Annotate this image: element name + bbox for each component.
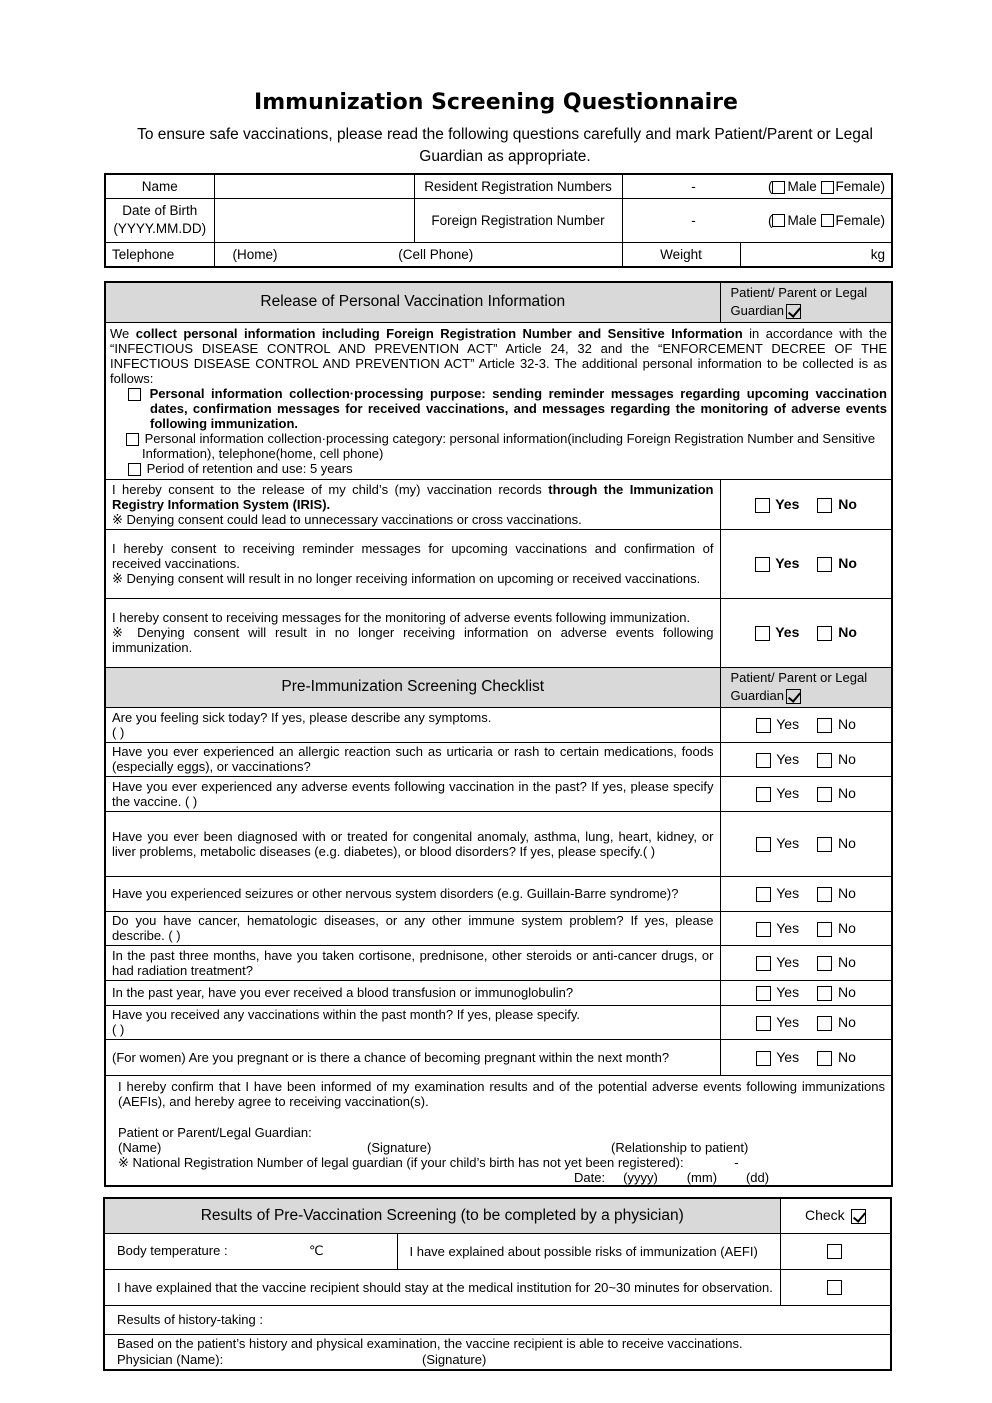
checklist-question-row	[105, 776, 892, 811]
no-label: No	[837, 954, 856, 971]
date-year[interactable]: (yyyy)	[623, 1169, 658, 1185]
physician-name-field[interactable]: Physician (Name):	[117, 1351, 224, 1367]
consent-note: ※ Denying consent will result in no longer receiving information on upcoming or received vaccinations.	[112, 571, 701, 587]
confirmation-row	[105, 1075, 892, 1186]
yes-label: Yes	[776, 1048, 800, 1065]
checklist-question-row	[105, 945, 892, 980]
date-line	[118, 1170, 885, 1185]
no-checkbox[interactable]	[817, 922, 832, 937]
male-checkbox[interactable]	[772, 214, 785, 227]
consent-yes-no	[720, 529, 892, 598]
aefi-check-cell	[780, 1233, 891, 1269]
yes-checkbox[interactable]	[756, 837, 771, 852]
resident-reg-dash: -	[691, 178, 696, 194]
question-text: Have you ever been diagnosed with or treated for congenital anomaly, asthma, lung, heart, kidney, or liver problems, metabolic diseases (e.g. diabetes), or blood disorders? If yes, please specify.( )	[105, 811, 720, 876]
yes-label: Yes	[776, 785, 800, 802]
foreign-reg-field[interactable]	[622, 198, 892, 242]
body-temperature-cell[interactable]	[104, 1233, 397, 1269]
male-label: Male	[787, 212, 817, 228]
consent-text	[105, 479, 720, 529]
observation-check-cell	[780, 1269, 891, 1305]
yes-checkbox[interactable]	[756, 753, 771, 768]
yes-checkbox[interactable]	[756, 922, 771, 937]
no-label: No	[837, 716, 856, 733]
consent-yes-no	[720, 479, 892, 529]
guardian-fields	[118, 1140, 885, 1155]
no-checkbox[interactable]	[817, 557, 832, 572]
eligibility-row	[104, 1334, 891, 1370]
male-label: Male	[787, 178, 817, 194]
body-temp-label: Body temperature :	[117, 1243, 228, 1258]
yes-checkbox[interactable]	[756, 1016, 771, 1031]
page-subtitle: To ensure safe vaccinations, please read the following questions carefully and mark Patient/Parent or Legal Guardian as appropriate.	[137, 126, 873, 165]
checklist-header-row	[105, 667, 892, 707]
yes-label: Yes	[776, 954, 800, 971]
yes-label: Yes	[776, 1013, 800, 1030]
no-label: No	[837, 919, 856, 936]
check-mark-icon	[851, 1209, 866, 1224]
check-mark-icon	[786, 689, 801, 704]
yes-checkbox[interactable]	[755, 557, 770, 572]
resident-sex-options: ( Male Female)	[767, 178, 886, 194]
dob-field[interactable]	[214, 198, 414, 242]
question-yes-no	[720, 811, 892, 876]
question-yes-no	[720, 980, 892, 1005]
question-text: In the past three months, have you taken cortisone, prednisone, other steroids or anti-cancer drugs, or had radiation treatment?	[105, 945, 720, 980]
column-header-line1: Patient/ Parent or Legal	[730, 285, 868, 301]
date-month[interactable]: (mm)	[686, 1169, 718, 1185]
observation-checkbox[interactable]	[827, 1280, 842, 1295]
no-label: No	[837, 1013, 856, 1030]
intro-bold: collect personal information including Foreign Registration Number and Sensitive Information	[135, 325, 743, 341]
intro-pre: We	[110, 325, 136, 341]
question-yes-no	[720, 707, 892, 742]
yes-label: Yes	[776, 750, 800, 767]
female-checkbox[interactable]	[821, 214, 834, 227]
foreign-reg-dash: -	[691, 212, 696, 228]
yes-checkbox[interactable]	[756, 986, 771, 1001]
aefi-checkbox[interactable]	[827, 1244, 842, 1259]
home-phone-label: (Home)	[232, 246, 278, 262]
yes-checkbox[interactable]	[755, 626, 770, 641]
question-main: Are you feeling sick today? If yes, please describe any symptoms.	[112, 709, 492, 725]
page-title: Immunization Screening Questionnaire	[254, 90, 738, 115]
guardian-label: Patient or Parent/Legal Guardian:	[118, 1124, 312, 1140]
checklist-question-row	[105, 707, 892, 742]
yes-label: Yes	[775, 495, 800, 512]
column-header-line1: Patient/ Parent or Legal	[730, 670, 868, 686]
no-label: No	[837, 750, 856, 767]
release-section-title: Release of Personal Vaccination Information	[105, 282, 720, 322]
history-taking-field[interactable]: Results of history-taking :	[104, 1305, 891, 1334]
yes-label: Yes	[775, 555, 800, 572]
yes-checkbox[interactable]	[756, 887, 771, 902]
no-label: No	[837, 835, 856, 852]
consent-row	[105, 479, 892, 529]
question-text: Have you ever experienced an allergic reaction such as urticaria or rash to certain medications, foods (especially eggs), or vaccinations?	[105, 742, 720, 776]
aefi-text: I have explained about possible risks of immunization (AEFI)	[397, 1233, 780, 1269]
results-header-row	[104, 1198, 891, 1233]
body-temp-unit: ℃	[309, 1243, 324, 1258]
nrn-dash: -	[734, 1154, 739, 1170]
telephone-field[interactable]	[214, 242, 622, 267]
release-intro	[110, 326, 887, 386]
checklist-question-row	[105, 911, 892, 945]
question-text	[105, 1005, 720, 1039]
weight-label: Weight	[622, 242, 740, 267]
consent-note: ※ Denying consent will result in no longer receiving information on adverse events following immunization.	[112, 625, 714, 656]
release-info-row	[105, 322, 892, 479]
intro-post: in accordance with the “INFECTIOUS DISEASE CONTROL AND PREVENTION ACT” Article 24, 32 and the “ENFORCEMENT DECREE OF THE INFECTIOUS DISEASE CONTROL AND PREVENTION ACT” Article 32-3. The additional personal information to be collected is as follows:	[110, 325, 887, 386]
consent-text-main: I hereby consent to receiving reminder messages for upcoming vaccinations and confirmation of received vaccinations.	[112, 541, 714, 572]
no-checkbox[interactable]	[817, 787, 832, 802]
telephone-label: Telephone	[105, 242, 214, 267]
confirmation-cell	[105, 1075, 892, 1186]
consent-text-main: I hereby consent to receiving messages for the monitoring of adverse events following immunization.	[112, 610, 691, 626]
results-section-title: Results of Pre-Vaccination Screening (to be completed by a physician)	[104, 1198, 780, 1233]
no-checkbox[interactable]	[817, 498, 832, 513]
patient-info-table	[104, 173, 893, 268]
yes-checkbox[interactable]	[756, 1051, 771, 1066]
question-yes-no	[720, 876, 892, 911]
no-checkbox[interactable]	[817, 837, 832, 852]
yes-label: Yes	[776, 919, 800, 936]
question-text: Have you experienced seizures or other nervous system disorders (e.g. Guillain-Barre syndrome)?	[105, 876, 720, 911]
check-label: Check	[804, 1207, 845, 1224]
check-mark-icon	[786, 304, 801, 319]
question-text	[105, 707, 720, 742]
nrn-note: ※ National Registration Number of legal guardian (if your child’s birth has not yet been registered):	[118, 1154, 684, 1170]
yes-checkbox[interactable]	[755, 498, 770, 513]
consent-text-main: I hereby consent to the release of my child’s (my) vaccination records	[112, 481, 549, 497]
no-checkbox[interactable]	[817, 956, 832, 971]
question-yes-no	[720, 776, 892, 811]
weight-unit: kg	[870, 246, 886, 262]
release-column-header	[720, 282, 892, 322]
checklist-question-row	[105, 742, 892, 776]
no-checkbox[interactable]	[817, 626, 832, 641]
checklist-section-title: Pre-Immunization Screening Checklist	[105, 667, 720, 707]
physician-results-table	[103, 1197, 892, 1371]
eligibility-cell	[104, 1334, 891, 1370]
yes-checkbox[interactable]	[756, 956, 771, 971]
date-label: Date:	[574, 1169, 606, 1185]
resident-reg-field[interactable]	[622, 174, 892, 198]
foreign-reg-label: Foreign Registration Number	[414, 198, 622, 242]
release-info-text	[105, 322, 892, 479]
name-field[interactable]	[214, 174, 414, 198]
no-checkbox[interactable]	[817, 1051, 832, 1066]
consent-text	[105, 598, 720, 667]
yes-label: Yes	[776, 984, 800, 1001]
female-checkbox[interactable]	[821, 181, 834, 194]
column-header-line2: Guardian	[730, 303, 784, 319]
question-text: Have you ever experienced any adverse events following vaccination in the past? If yes, please specify the vaccine. ( )	[105, 776, 720, 811]
consent-checklist-table	[104, 281, 893, 1187]
consent-note: ※ Denying consent could lead to unnecessary vaccinations or cross vaccinations.	[112, 511, 582, 527]
relationship-field[interactable]: (Relationship to patient)	[611, 1139, 749, 1155]
category-item	[110, 431, 887, 461]
no-label: No	[838, 555, 857, 572]
category-text: Personal information collection·processing category: personal information(including Foreign Registration Number and Sensitive Information), telephone(home, cell phone)	[142, 430, 876, 461]
no-checkbox[interactable]	[817, 986, 832, 1001]
question-yes-no	[720, 945, 892, 980]
checklist-question-row	[105, 1005, 892, 1039]
dob-label-line1: Date of Birth	[122, 203, 198, 218]
female-label: Female	[835, 178, 881, 194]
no-label: No	[837, 1048, 856, 1065]
no-checkbox[interactable]	[817, 718, 832, 733]
foreign-sex-options: ( Male Female)	[767, 212, 886, 228]
no-label: No	[838, 495, 857, 512]
yes-checkbox[interactable]	[756, 787, 771, 802]
checklist-column-header	[720, 667, 892, 707]
female-label: Female	[835, 212, 881, 228]
cell-phone-label: (Cell Phone)	[398, 246, 474, 262]
question-text: (For women) Are you pregnant or is there a chance of becoming pregnant within the next month?	[105, 1039, 720, 1075]
category-checkbox[interactable]	[126, 433, 139, 446]
retention-item	[110, 461, 887, 476]
question-yes-no	[720, 742, 892, 776]
purpose-text: Personal information collection·processing purpose: sending reminder messages regarding upcoming vaccination dates, confirmation messages for received vaccinations, and messages regarding the monitoring of adverse events following immunization.	[149, 385, 887, 431]
retention-checkbox[interactable]	[128, 463, 141, 476]
resident-reg-label: Resident Registration Numbers	[414, 174, 622, 198]
dob-label	[105, 198, 214, 242]
temperature-row	[104, 1233, 891, 1269]
yes-label: Yes	[776, 716, 800, 733]
purpose-checkbox[interactable]	[128, 388, 141, 401]
consent-row	[105, 598, 892, 667]
question-yes-no	[720, 1005, 892, 1039]
question-yes-no	[720, 1039, 892, 1075]
weight-field[interactable]	[740, 242, 892, 267]
consent-text	[105, 529, 720, 598]
question-main: Have you received any vaccinations within the past month? If yes, please specify.	[112, 1007, 581, 1023]
history-row	[104, 1305, 891, 1334]
column-header-line2: Guardian	[730, 688, 784, 704]
yes-label: Yes	[775, 624, 800, 641]
yes-label: Yes	[776, 835, 800, 852]
question-answer-blank: ( )	[112, 724, 125, 740]
no-checkbox[interactable]	[817, 1016, 832, 1031]
question-yes-no	[720, 911, 892, 945]
no-checkbox[interactable]	[817, 753, 832, 768]
yes-checkbox[interactable]	[756, 718, 771, 733]
yes-label: Yes	[776, 885, 800, 902]
question-text: In the past year, have you ever received a blood transfusion or immunoglobulin?	[105, 980, 720, 1005]
physician-signature-field[interactable]: (Signature)	[422, 1351, 487, 1367]
results-check-header	[780, 1198, 891, 1233]
eligibility-text: Based on the patient’s history and physical examination, the vaccine recipient is able to receive vaccinations.	[117, 1335, 743, 1351]
no-checkbox[interactable]	[817, 887, 832, 902]
question-answer-blank: ( )	[112, 1022, 125, 1038]
consent-yes-no	[720, 598, 892, 667]
physician-signature-line	[117, 1352, 884, 1368]
date-day[interactable]: (dd)	[745, 1169, 770, 1185]
consent-text-bold: through the Immunization Registry Information System (IRIS).	[112, 481, 714, 512]
observation-row	[104, 1269, 891, 1305]
checklist-question-row	[105, 811, 892, 876]
no-label: No	[837, 785, 856, 802]
guardian-signature-field[interactable]: (Signature)	[367, 1139, 432, 1155]
retention-text: Period of retention and use: 5 years	[146, 460, 353, 476]
observation-text: I have explained that the vaccine recipient should stay at the medical institution for 20~30 minutes for observation.	[104, 1269, 780, 1305]
male-checkbox[interactable]	[772, 181, 785, 194]
checklist-question-row	[105, 1039, 892, 1075]
checklist-question-row	[105, 980, 892, 1005]
consent-row	[105, 529, 892, 598]
checklist-question-row	[105, 876, 892, 911]
no-label: No	[838, 624, 857, 641]
dob-label-line2: (YYYY.MM.DD)	[113, 221, 207, 236]
confirmation-text: I hereby confirm that I have been informed of my examination results and of the potential adverse events following immunizations (AEFIs), and hereby agree to receiving vaccination(s).	[118, 1078, 885, 1109]
no-label: No	[837, 984, 856, 1001]
nrn-line	[118, 1155, 885, 1170]
release-header-row	[105, 282, 892, 322]
guardian-name-field[interactable]: (Name)	[118, 1139, 162, 1155]
no-label: No	[837, 885, 856, 902]
purpose-item	[110, 386, 887, 431]
name-label: Name	[105, 174, 214, 198]
question-text: Do you have cancer, hematologic diseases, or any other immune system problem? If yes, please describe. ( )	[105, 911, 720, 945]
